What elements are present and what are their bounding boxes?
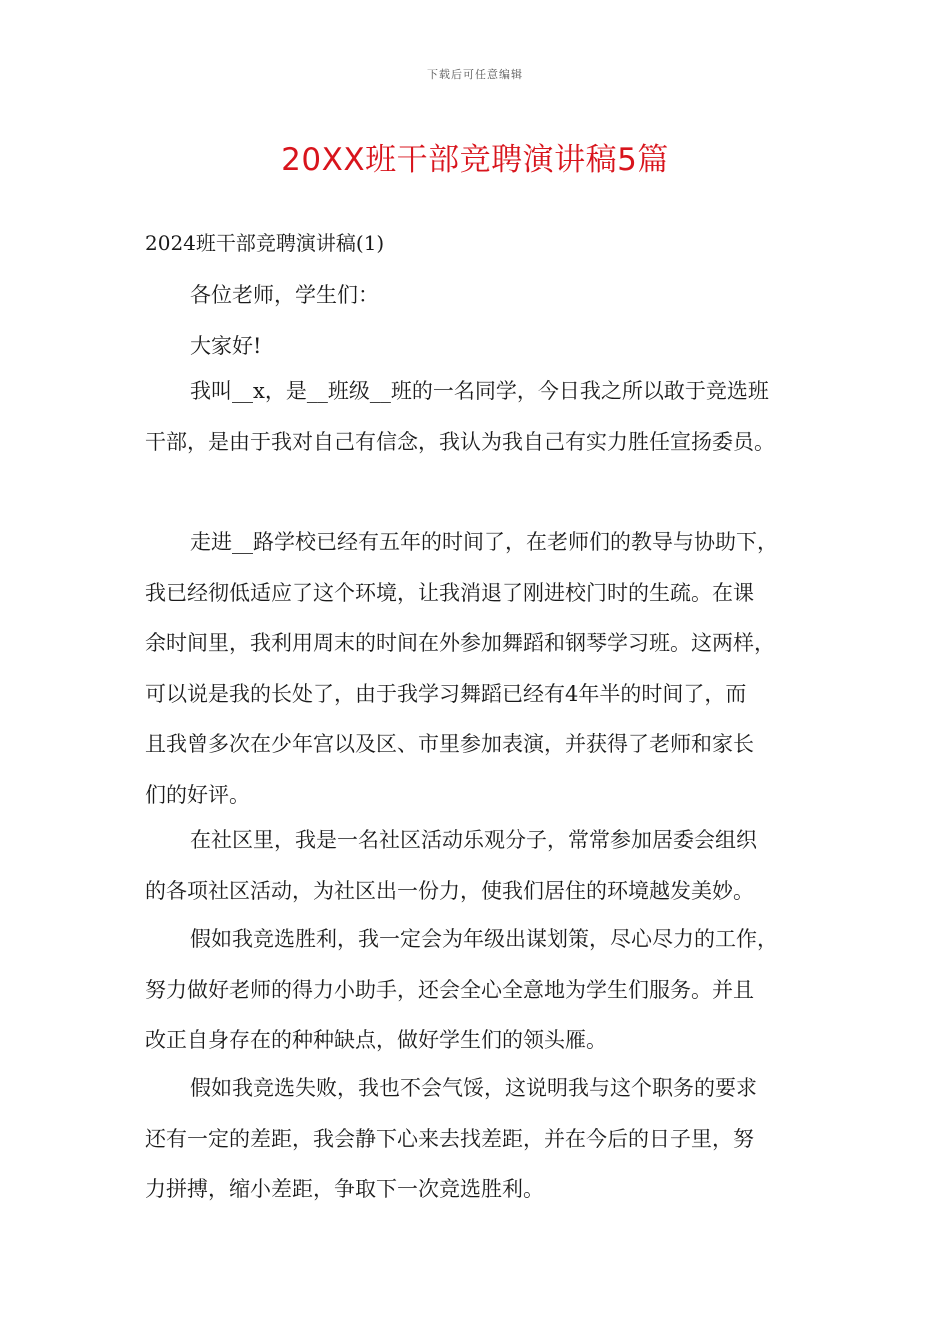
greeting-block — [145, 270, 810, 371]
paragraph-line: 们的好评。 — [145, 782, 250, 807]
greeting-line: 各位老师，学生们： — [190, 283, 379, 307]
paragraph-line: 干部，是由于我对自己有信念，我认为我自己有实力胜任宣扬委员。 — [145, 429, 775, 454]
paragraph-line: 假如我竞选胜利，我一定会为年级出谋划策，尽心尽力的工作， — [190, 927, 778, 951]
document-title: 20XX班干部竞聘演讲稿5篇 — [281, 142, 669, 178]
paragraph-line: 我叫__x，是__班级__班的一名同学，今日我之所以敢于竞选班 — [190, 379, 769, 403]
hello-line: 大家好! — [190, 333, 262, 358]
paragraph-line: 余时间里，我利用周末的时间在外参加舞蹈和钢琴学习班。这两样， — [145, 631, 775, 655]
paragraph-line: 力拼搏，缩小差距，争取下一次竞选胜利。 — [145, 1177, 544, 1201]
paragraph-2 — [145, 517, 810, 820]
paragraph-line: 还有一定的差距，我会静下心来去找差距，并在今后的日子里，努 — [145, 1126, 754, 1151]
paragraph-line: 走进__路学校已经有五年的时间了，在老师们的教导与协助下， — [190, 530, 778, 554]
paragraph-4 — [145, 914, 810, 1066]
paragraph-line: 可以说是我的长处了，由于我学习舞蹈已经有4年半的时间了，而 — [145, 681, 747, 706]
header-note: 下载后可任意编辑 — [427, 68, 523, 81]
paragraph-3 — [145, 815, 810, 916]
paragraph-line: 努力做好老师的得力小助手，还会全心全意地为学生们服务。并且 — [145, 977, 754, 1002]
paragraph-line: 在社区里，我是一名社区活动乐观分子，常常参加居委会组织 — [190, 828, 757, 852]
paragraph-line: 我已经彻低适应了这个环境，让我消退了刚进校门时的生疏。在课 — [145, 580, 754, 605]
section-heading: 2024班干部竞聘演讲稿(1) — [145, 231, 385, 255]
paragraph-1 — [145, 366, 810, 467]
paragraph-line: 且我曾多次在少年宫以及区、市里参加表演，并获得了老师和家长 — [145, 732, 754, 756]
paragraph-line: 假如我竞选失败，我也不会气馁，这说明我与这个职务的要求 — [190, 1076, 757, 1100]
paragraph-5 — [145, 1063, 810, 1215]
paragraph-line: 的各项社区活动，为社区出一份力，使我们居住的环境越发美妙。 — [145, 878, 754, 903]
paragraph-line: 改正自身存在的种种缺点，做好学生们的领头雁。 — [145, 1028, 607, 1052]
